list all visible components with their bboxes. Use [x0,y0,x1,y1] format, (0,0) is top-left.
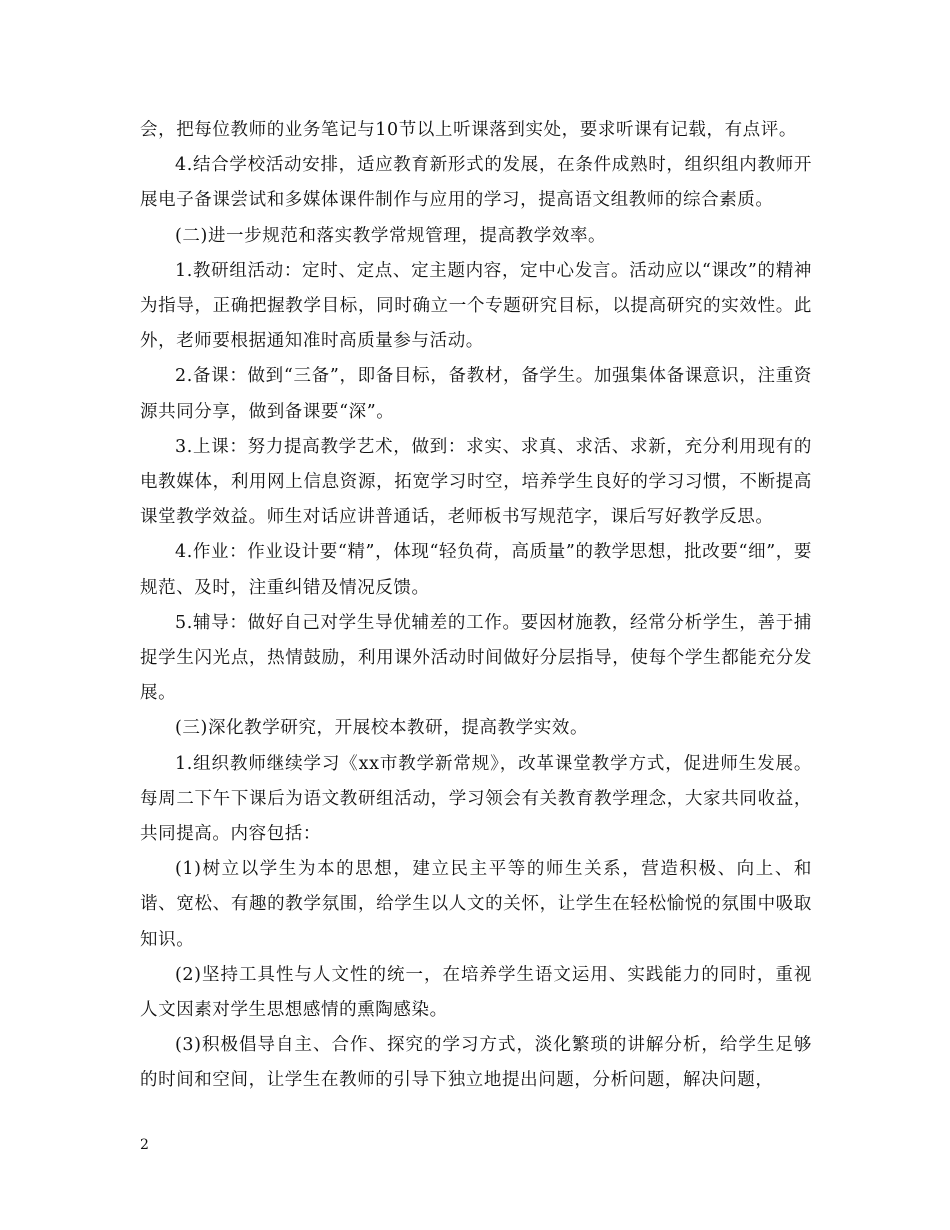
paragraph: 4.结合学校活动安排，适应教育新形式的发展，在条件成熟时，组织组内教师开展电子备课尝试和多媒体课件制作与应用的学习，提高语文组教师的综合素质。 [140,155,812,211]
page-number: 2 [140,1137,149,1153]
list-item: (2)坚持工具性与人文性的统一，在培养学生语文运用、实践能力的同时，重视人文因素对学生思想感情的熏陶感染。 [140,964,812,1021]
paragraph: 3.上课：努力提高教学艺术，做到：求实、求真、求活、求新，充分利用现有的电教媒体，利用网上信息资源，拓宽学习时空，培养学生良好的学习习惯，不断提高课堂教学效益。师生对话应讲普通话，老师板书写规范字，课后写好教学反思。 [140,436,812,528]
paragraph: 5.辅导：做好自己对学生导优辅差的工作。要因材施教，经常分析学生，善于捕捉学生闪光点，热情鼓励，利用课外活动时间做好分层指导，使每个学生都能充分发展。 [140,612,812,704]
paragraph: 1.组织教师继续学习《xx市教学新常规》，改革课堂教学方式，促进师生发展。每周二下午下课后为语文教研组活动，学习领会有关教育教学理念，大家共同收益，共同提高。内容包括： [140,753,812,845]
list-item: (1)树立以学生为本的思想，建立民主平等的师生关系，营造积极、向上、和谐、宽松、有趣的教学氛围，给学生以人文的关怀，让学生在轻松愉悦的氛围中吸取知识。 [140,859,812,950]
list-item: (3)积极倡导自主、合作、探究的学习方式，淡化繁琐的讲解分析，给学生足够的时间和空间，让学生在教师的引导下独立地提出问题，分析问题，解决问题， [140,1035,812,1091]
paragraph-continuation: 会，把每位教师的业务笔记与10节以上听课落到实处，要求听课有记载，有点评。 [140,120,797,140]
paragraph: 1.教研组活动：定时、定点、定主题内容，定中心发言。活动应以“课改”的精神为指导，正确把握教学目标，同时确立一个专题研究目标，以提高研究的实效性。此外，老师要根据通知准时高质量参与活动。 [140,260,812,352]
section-heading: (三)深化教学研究，开展校本教研，提高教学实效。 [175,718,589,739]
body-text [140,113,812,1099]
paragraph: 4.作业：作业设计要“精”，体现“轻负荷，高质量”的教学思想，批改要“细”，要规范、及时，注重纠错及情况反馈。 [140,542,812,598]
section-heading: (二)进一步规范和落实教学常规管理，提高教学效率。 [175,225,607,246]
paragraph: 2.备课：做到“三备”，即备目标，备教材，备学生。加强集体备课意识，注重资源共同分享，做到备课要“深”。 [140,366,812,422]
